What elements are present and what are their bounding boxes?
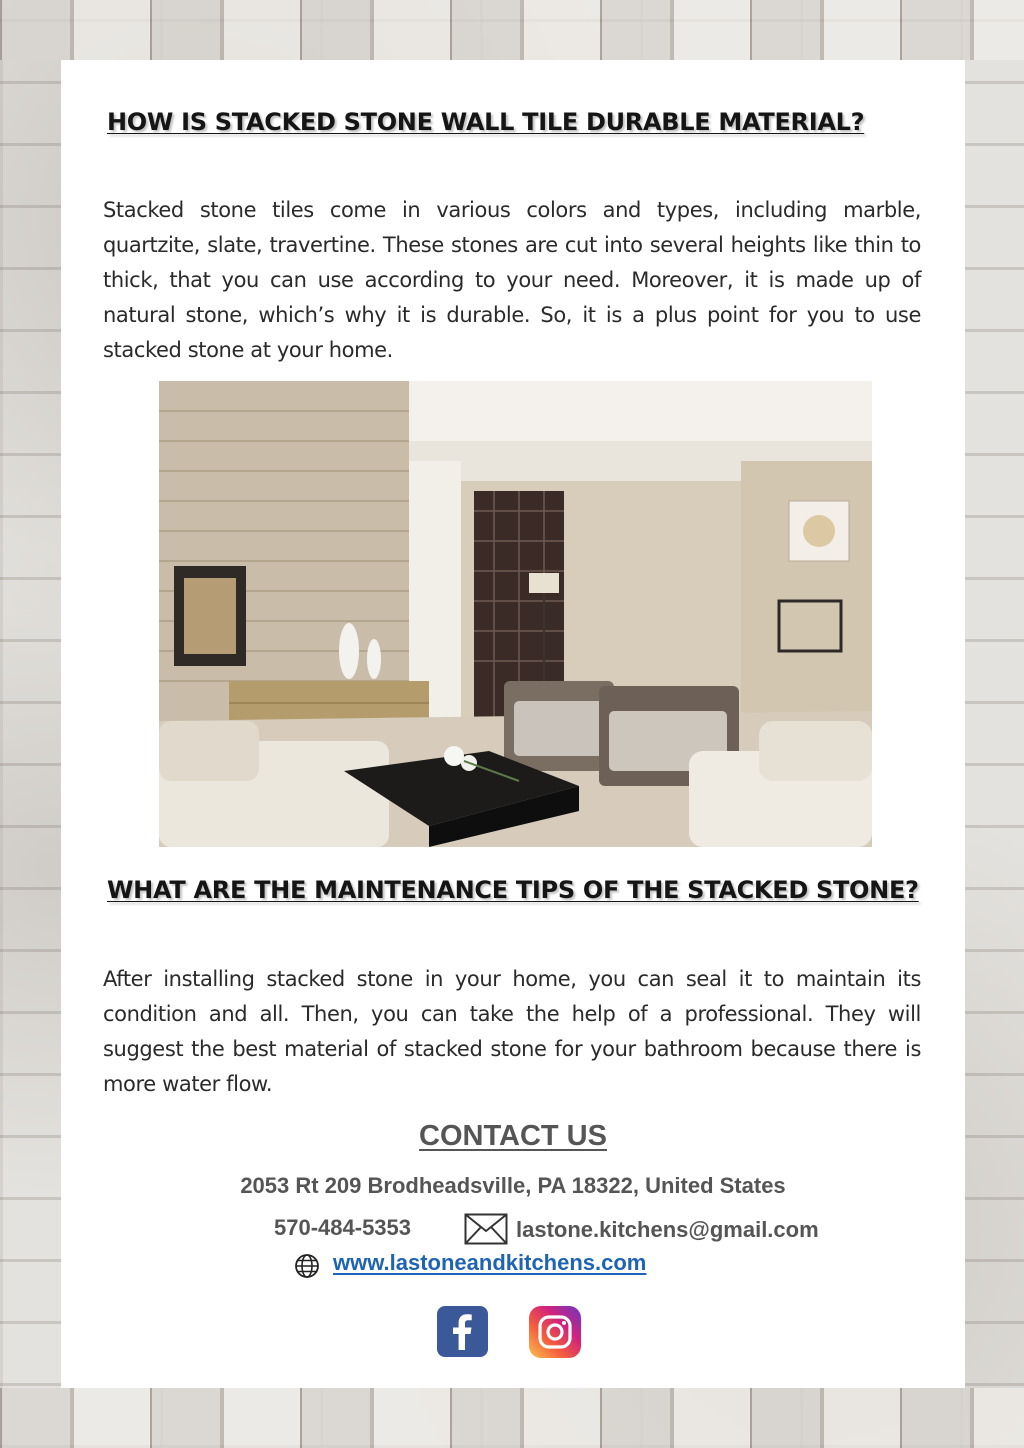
contact-address: 2053 Rt 209 Brodheadsville, PA 18322, United States: [240, 1173, 786, 1198]
website-link[interactable]: www.lastoneandkitchens.com: [333, 1250, 647, 1275]
contact-us-heading: CONTACT US: [419, 1120, 607, 1152]
globe-icon: [294, 1253, 320, 1279]
contact-email[interactable]: lastone.kitchens@gmail.com: [516, 1217, 819, 1242]
section-body-maintenance: After installing stacked stone in your home, you can seal it to maintain its condition and all. Then, you can take the help of a professional. They will suggest the best material of stacked stone for your bathroom because there is more water flow.: [103, 967, 921, 1096]
contact-phone[interactable]: 570-484-5353: [274, 1215, 412, 1240]
section-body-durability: Stacked stone tiles come in various colors and types, including marble, quartzite, slate, travertine. These stones are cut into several heights like thin to thick, that you can use according to your need. Moreover, it is made up of natural stone, which’s why it is durable. So, it is a plus point for you to use stacked stone at your home.: [103, 198, 921, 362]
instagram-icon[interactable]: [529, 1306, 581, 1358]
living-room-photo: [159, 381, 872, 847]
section-heading-durability: HOW IS STACKED STONE WALL TILE DURABLE MATERIAL?: [107, 108, 865, 136]
facebook-icon[interactable]: [437, 1306, 488, 1357]
mail-icon: [464, 1213, 508, 1245]
section-heading-maintenance: WHAT ARE THE MAINTENANCE TIPS OF THE STACKED STONE?: [107, 876, 919, 904]
content-card: [61, 60, 965, 1388]
brick-wall-background-bottom: [0, 1388, 1024, 1448]
brick-wall-background-top: [0, 0, 1024, 60]
